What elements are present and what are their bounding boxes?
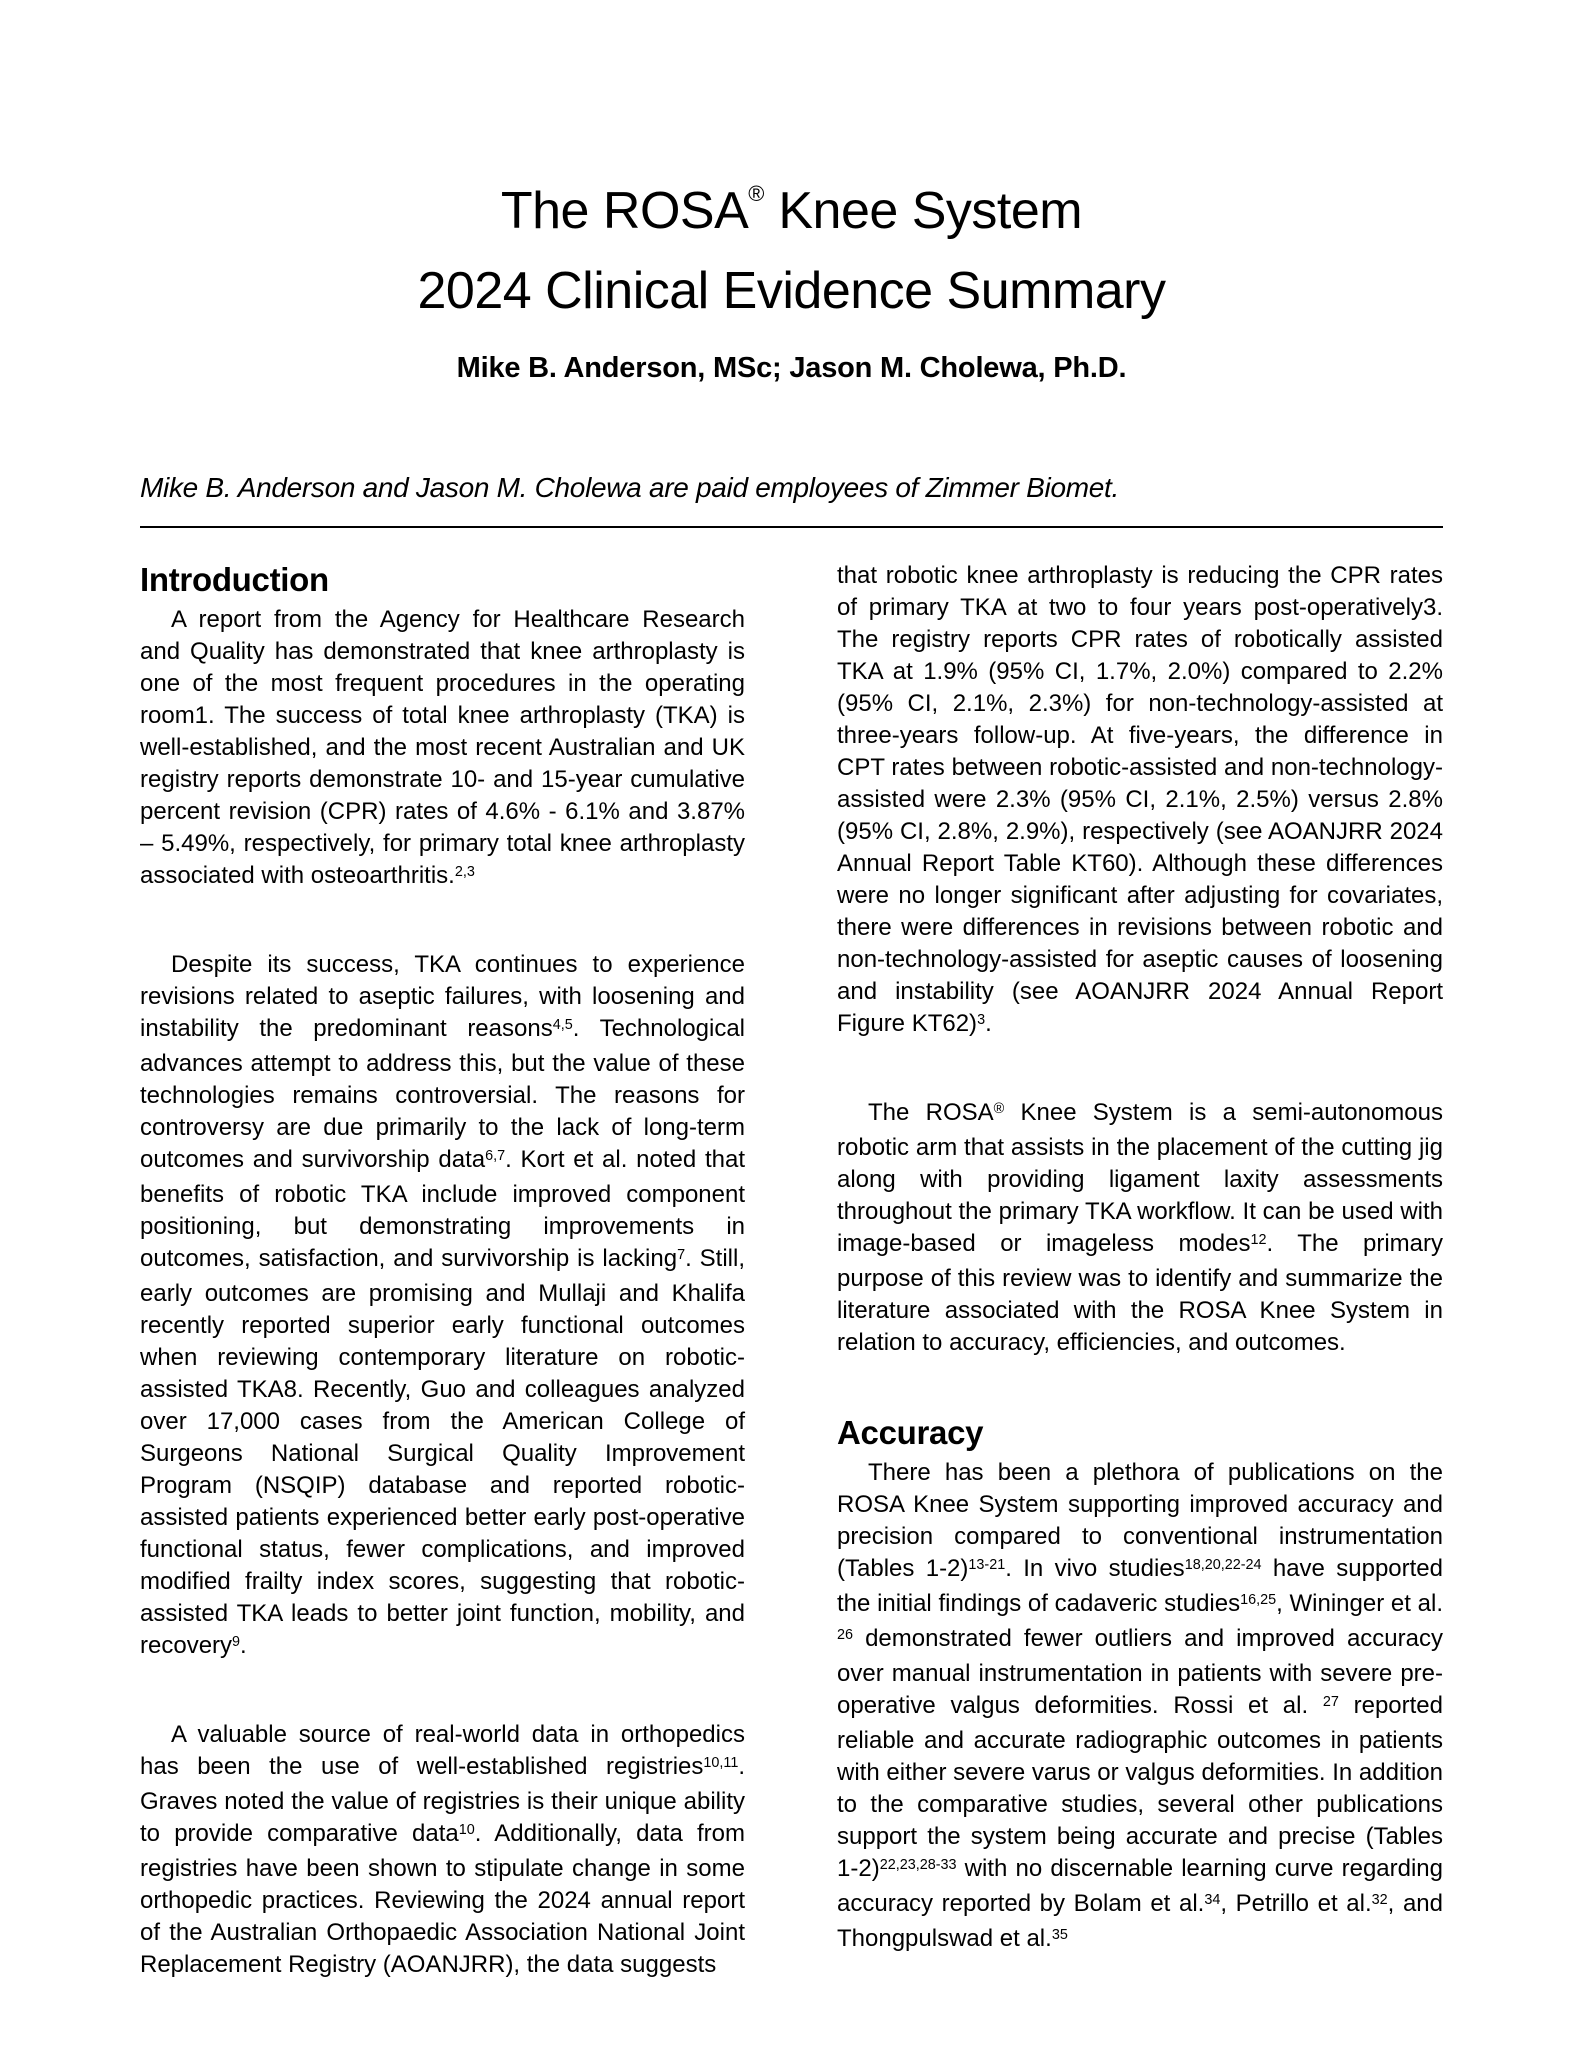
superscript-reference: 32 — [1371, 1891, 1388, 1908]
registered-trademark-icon: ® — [748, 180, 765, 206]
superscript-reference: 7 — [677, 1246, 686, 1263]
section-heading: Accuracy — [837, 1414, 984, 1451]
authors-line: Mike B. Anderson, MSc; Jason M. Cholewa, Ph.D. — [456, 352, 1127, 384]
superscript-reference: 9 — [232, 1633, 241, 1650]
superscript-reference: 27 — [1322, 1693, 1339, 1710]
superscript-reference: 16,25 — [1240, 1591, 1277, 1608]
superscript-reference: 18,20,22-24 — [1184, 1556, 1262, 1573]
superscript-reference: 26 — [837, 1626, 854, 1643]
title-text-pre: The ROSA — [500, 182, 749, 240]
superscript-reference: 10 — [458, 1821, 475, 1838]
section-heading: Introduction — [140, 561, 329, 598]
paragraph: The ROSA® Knee System is a semi-autonomous robotic arm that assists in the placement of the cutting jig along with providing ligament laxity assessments throughout the primary TKA workflow. It can be used with image-based or imageless modes$^{12}$. The primary purpose of this review was to identify and summarize the literature associated with the ROSA Knee System in relation to accuracy, efficiencies, and outcomes. — [837, 1099, 1443, 1356]
superscript-reference: 6,7 — [485, 1147, 506, 1164]
superscript-reference: 10,11 — [703, 1754, 739, 1771]
document-title — [0, 176, 1583, 327]
superscript-reference: 22,23,28-33 — [879, 1856, 957, 1873]
horizontal-rule — [140, 526, 1443, 528]
paragraph: A report from the Agency for Healthcare Research and Quality has demonstrated that knee arthroplasty is one of the most frequent procedures in the operating room1. The success of total knee arthroplasty (TKA) is well-established, and the most recent Australian and UK registry reports demonstrate 10- and 15-year cumulative percent revision (CPR) rates of 4.6% - 6.1% and 3.87% – 5.49%, respectively, for primary total knee arthroplasty associated with osteoarthritis.$^{2,3}$ — [140, 606, 745, 889]
superscript-reference: 4,5 — [552, 1016, 573, 1033]
left-column — [140, 560, 745, 1981]
superscript-reference: 3 — [977, 1011, 986, 1028]
title-line-2: 2024 Clinical Evidence Summary — [417, 262, 1166, 320]
title-line-1 — [501, 182, 1082, 240]
superscript-reference: 35 — [1051, 1926, 1068, 1943]
paragraph: that robotic knee arthroplasty is reducing the CPR rates of primary TKA at two to four years post-operatively3. The registry reports CPR rates of robotically assisted TKA at 1.9% (95% CI, 1.7%, 2.0%) compared to 2.2% (95% CI, 2.1%, 2.3%) for non-technology-assisted at three-years follow-up. At five-years, the difference in CPT rates between robotic-assisted and non-technology-assisted were 2.3% (95% CI, 2.1%, 2.5%) versus 2.8% (95% CI, 2.8%, 2.9%), respectively (see AOANJRR 2024 Annual Report Table KT60). Although these differences were no longer significant after adjusting for covariates, there were differences in revisions between robotic and non-technology-assisted for aseptic causes of loosening and instability (see AOANJRR 2024 Annual Report Figure KT62)$^3$. — [837, 562, 1443, 1037]
title-text-post: Knee System — [764, 182, 1083, 240]
superscript-reference: 34 — [1204, 1891, 1221, 1908]
disclosure-line: Mike B. Anderson and Jason M. Cholewa are paid employees of Zimmer Biomet. — [140, 472, 1119, 503]
paragraph: Despite its success, TKA continues to experience revisions related to aseptic failures, with loosening and instability the predominant reasons$^{4,5}$. Technological advances attempt to address this, but the value of these technologies remains controversial. The reasons for controversy are due primarily to the lack of long-term outcomes and survivorship data$^{6,7}$. Kort et al. noted that benefits of robotic TKA include improved component positioning, but demonstrating improvements in outcomes, satisfaction, and survivorship is lacking$^7$. Still, early outcomes are promising and Mullaji and Khalifa recently reported superior early functional outcomes when reviewing contemporary literature on robotic-assisted TKA8. Recently, Guo and colleagues analyzed over 17,000 cases from the American College of Surgeons National Surgical Quality Improvement Program (NSQIP) database and reported robotic-assisted patients experienced better early post-operative functional status, fewer complications, and improved modified frailty index scores, suggesting that robotic-assisted TKA leads to better joint function, mobility, and recovery$^9$. — [140, 951, 746, 1659]
paragraph: A valuable source of real-world data in orthopedics has been the use of well-established registries$^{10,11}$. Graves noted the value of registries is their unique ability to provide comparative data$^{10}$. Additionally, data from registries have been shown to stipulate change in some orthopedic practices. Reviewing the 2024 annual report of the Australian Orthopaedic Association National Joint Replacement Registry (AOANJRR), the data suggests — [140, 1721, 745, 1978]
two-column-body — [140, 560, 1443, 1981]
superscript-reference: 2,3 — [454, 863, 475, 880]
superscript-reference: 12 — [1250, 1231, 1267, 1248]
superscript-reference: ® — [993, 1100, 1005, 1117]
superscript-reference: 13-21 — [968, 1556, 1006, 1573]
paragraph: There has been a plethora of publications on the ROSA Knee System supporting improved accuracy and precision compared to conventional instrumentation (Tables 1-2)$^{13-21}$. In vivo studies$^{18,20,22-24}$ have supported the initial findings of cadaveric studies$^{16,25}$, Wininger et al. $^{26}$ demonstrated fewer outliers and improved accuracy over manual instrumentation in patients with severe pre-operative valgus deformities. Rossi et al. $^{27}$ reported reliable and accurate radiographic outcomes in patients with either severe varus or valgus deformities. In addition to the comparative studies, several other publications support the system being accurate and precise (Tables 1-2)$^{22,23,28-33}$ with no discernable learning curve regarding accuracy reported by Bolam et al.$^{34}$, Petrillo et al.$^{32}$, and Thongpulswad et al.$^{35}$ — [837, 1459, 1444, 1952]
right-column — [837, 560, 1443, 1981]
